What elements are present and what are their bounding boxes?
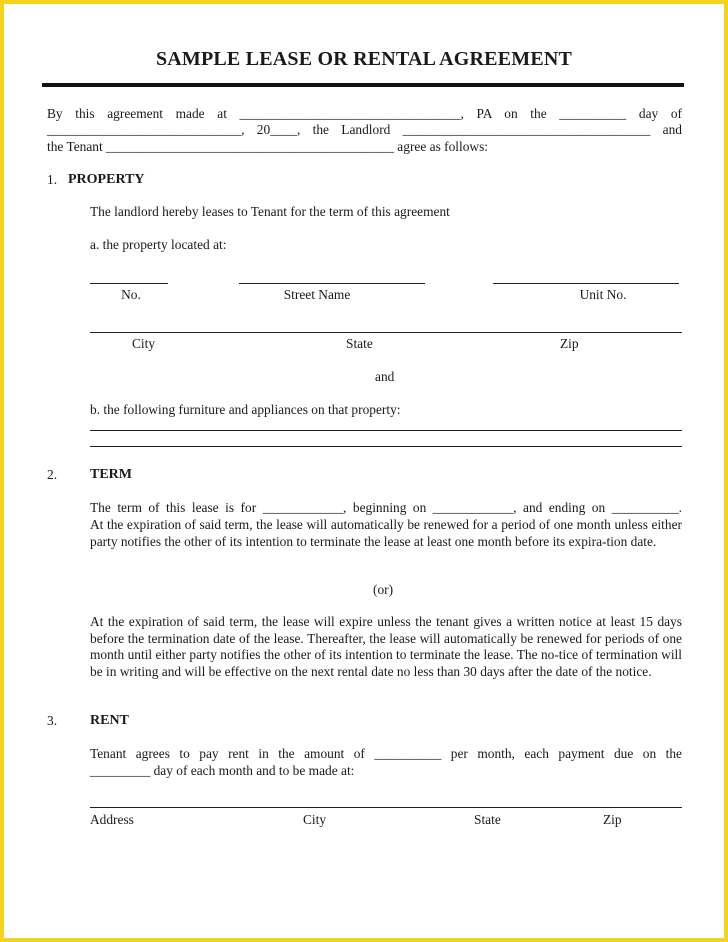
rent-address-label: Address [90, 812, 134, 827]
section-3-heading: RENT [90, 713, 129, 728]
section-1-heading: PROPERTY [68, 172, 145, 187]
term-para-1-rest: At the expiration of said term, the lease will automatically be renewed for a period of one month unless either party notifies the other of its intention to terminate the lease at least one month before its expira-tion date. [90, 517, 682, 549]
rent-line-1: Tenant agrees to pay rent in the amount of __________ per month, each payment due on the [90, 746, 682, 761]
term-para-2: At the expiration of said term, the lease will expire unless the tenant gives a written notice at least 15 days before the termination date of the lease. Thereafter, the lease will automatically be renewed for periods of one month until either party notifies the other of its intention to terminate the lease. The no-tice of termination will be in writing and will be effective on the next rental date no less than 30 days after the date of the notice. [90, 614, 682, 679]
unit-no-label: Unit No. [579, 287, 627, 302]
zip-label: Zip [560, 336, 579, 351]
rent-zip-label: Zip [603, 812, 622, 827]
furniture-line-2 [90, 446, 682, 447]
rent-state-label: State [474, 812, 501, 827]
section-1-number: 1. [47, 172, 58, 187]
city-label: City [132, 336, 156, 351]
rent-city-label: City [303, 812, 327, 827]
rent-line-2: _________ day of each month and to be made at: [90, 763, 355, 778]
intro-line-2: _____________________________, 20____, the Landlord _____________________________________ and [47, 122, 682, 137]
furniture-line-1 [90, 430, 682, 431]
no-blank-line [90, 283, 168, 284]
section-2-heading: TERM [90, 467, 132, 482]
property-lease-text: The landlord hereby leases to Tenant for the term of this agreement [90, 204, 450, 219]
property-item-a: a. the property located at: [90, 237, 227, 252]
street-blank-line [239, 283, 425, 284]
intro-line-1: By this agreement made at _________________________________, PA on the __________ day of [47, 106, 682, 121]
section-2-number: 2. [47, 467, 58, 482]
no-label: No. [121, 287, 141, 302]
and-text: and [375, 369, 395, 384]
intro-line-3: the Tenant ___________________________________________ agree as follows: [47, 139, 489, 154]
state-label: State [346, 336, 373, 351]
city-state-zip-line [90, 332, 682, 333]
property-item-b: b. the following furniture and appliances on that property: [90, 402, 401, 417]
section-3-number: 3. [47, 713, 58, 728]
rent-address-line [90, 807, 682, 808]
title-rule [42, 83, 684, 87]
or-text: (or) [373, 582, 394, 597]
term-para-1-line-1: The term of this lease is for ____________, beginning on ____________, and ending on __________. [90, 500, 682, 515]
document-title: SAMPLE LEASE OR RENTAL AGREEMENT [155, 48, 573, 70]
unit-blank-line [493, 283, 679, 284]
street-name-label: Street Name [283, 287, 351, 302]
